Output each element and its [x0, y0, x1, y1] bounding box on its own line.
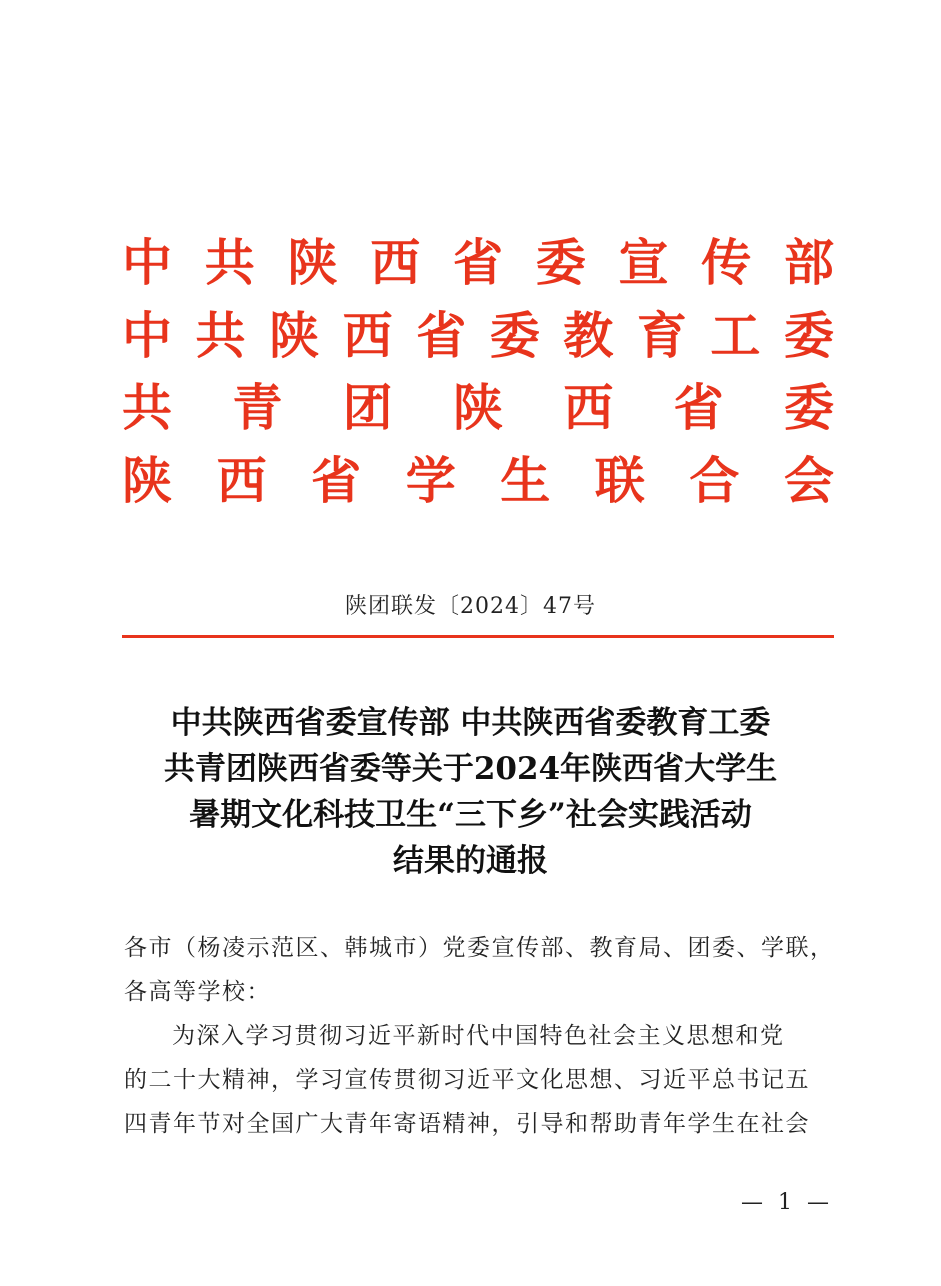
issuer-line-propaganda-dept [122, 234, 834, 292]
issuer-char: 联 [594, 452, 645, 510]
issuer-char: 省 [311, 452, 362, 510]
issuer-char: 委 [783, 307, 834, 365]
issuer-line-student-federation [122, 452, 834, 510]
addressee-line: 各高等学校： [124, 979, 271, 1005]
paragraph-line: 四青年节对全国广大青年寄语精神，引导和帮助青年学生在社会 [124, 1111, 810, 1137]
red-divider [122, 635, 834, 638]
issuer-char: 青 [232, 379, 283, 437]
issuer-char: 生 [500, 452, 551, 510]
issuer-char: 团 [342, 379, 393, 437]
issuer-char: 省 [416, 307, 467, 365]
issuer-char: 部 [784, 234, 834, 292]
issuer-char: 工 [710, 307, 761, 365]
issuer-line-youth-league [122, 379, 834, 437]
issuer-char: 委 [535, 234, 586, 292]
issuer-char: 陕 [122, 452, 172, 510]
issuer-line-education-committee [122, 307, 834, 365]
issuer-char: 共 [204, 234, 255, 292]
issuer-char: 传 [701, 234, 752, 292]
issuer-char: 中 [122, 307, 172, 365]
issuer-char: 陕 [452, 379, 503, 437]
issuer-char: 教 [563, 307, 614, 365]
issuer-char: 西 [216, 452, 267, 510]
title-line: 中共陕西省委宣传部 中共陕西省委教育工委 [170, 705, 771, 741]
issuer-char: 西 [342, 307, 393, 365]
issuer-char: 西 [563, 379, 614, 437]
issuer-char: 省 [673, 379, 724, 437]
issuer-char: 陕 [269, 307, 320, 365]
issuer-char: 中 [122, 234, 172, 292]
title-line: 结果的通报 [393, 843, 548, 879]
issuer-char: 学 [405, 452, 456, 510]
addressee-line: 各市（杨凌示范区、韩城市）党委宣传部、教育局、团委、学联， [124, 935, 835, 961]
issuer-char: 省 [453, 234, 503, 292]
document-number: 陕团联发〔2024〕47号 [345, 594, 596, 619]
paragraph-line: 为深入学习贯彻习近平新时代中国特色社会主义思想和党 [172, 1023, 785, 1049]
issuer-char: 育 [636, 307, 687, 365]
issuer-char: 委 [489, 307, 540, 365]
issuer-char: 共 [122, 379, 172, 437]
title-line: 暑期文化科技卫生“三下乡”社会实践活动 [189, 797, 752, 833]
document-title [100, 700, 841, 884]
issuer-char: 合 [689, 452, 740, 510]
issuer-char: 西 [370, 234, 421, 292]
issuer-char: 会 [783, 452, 834, 510]
issuer-char: 委 [783, 379, 834, 437]
addressee [124, 926, 834, 1014]
issuer-char: 陕 [287, 234, 338, 292]
page-number: — 1 — [741, 1190, 833, 1215]
paragraph-line: 的二十大精神，学习宣传贯彻习近平文化思想、习近平总书记五 [124, 1067, 810, 1093]
body-paragraph [124, 1014, 834, 1146]
title-line: 共青团陕西省委等关于2024年陕西省大学生 [163, 751, 778, 787]
issuer-char: 共 [195, 307, 246, 365]
issuer-char: 宣 [618, 234, 669, 292]
